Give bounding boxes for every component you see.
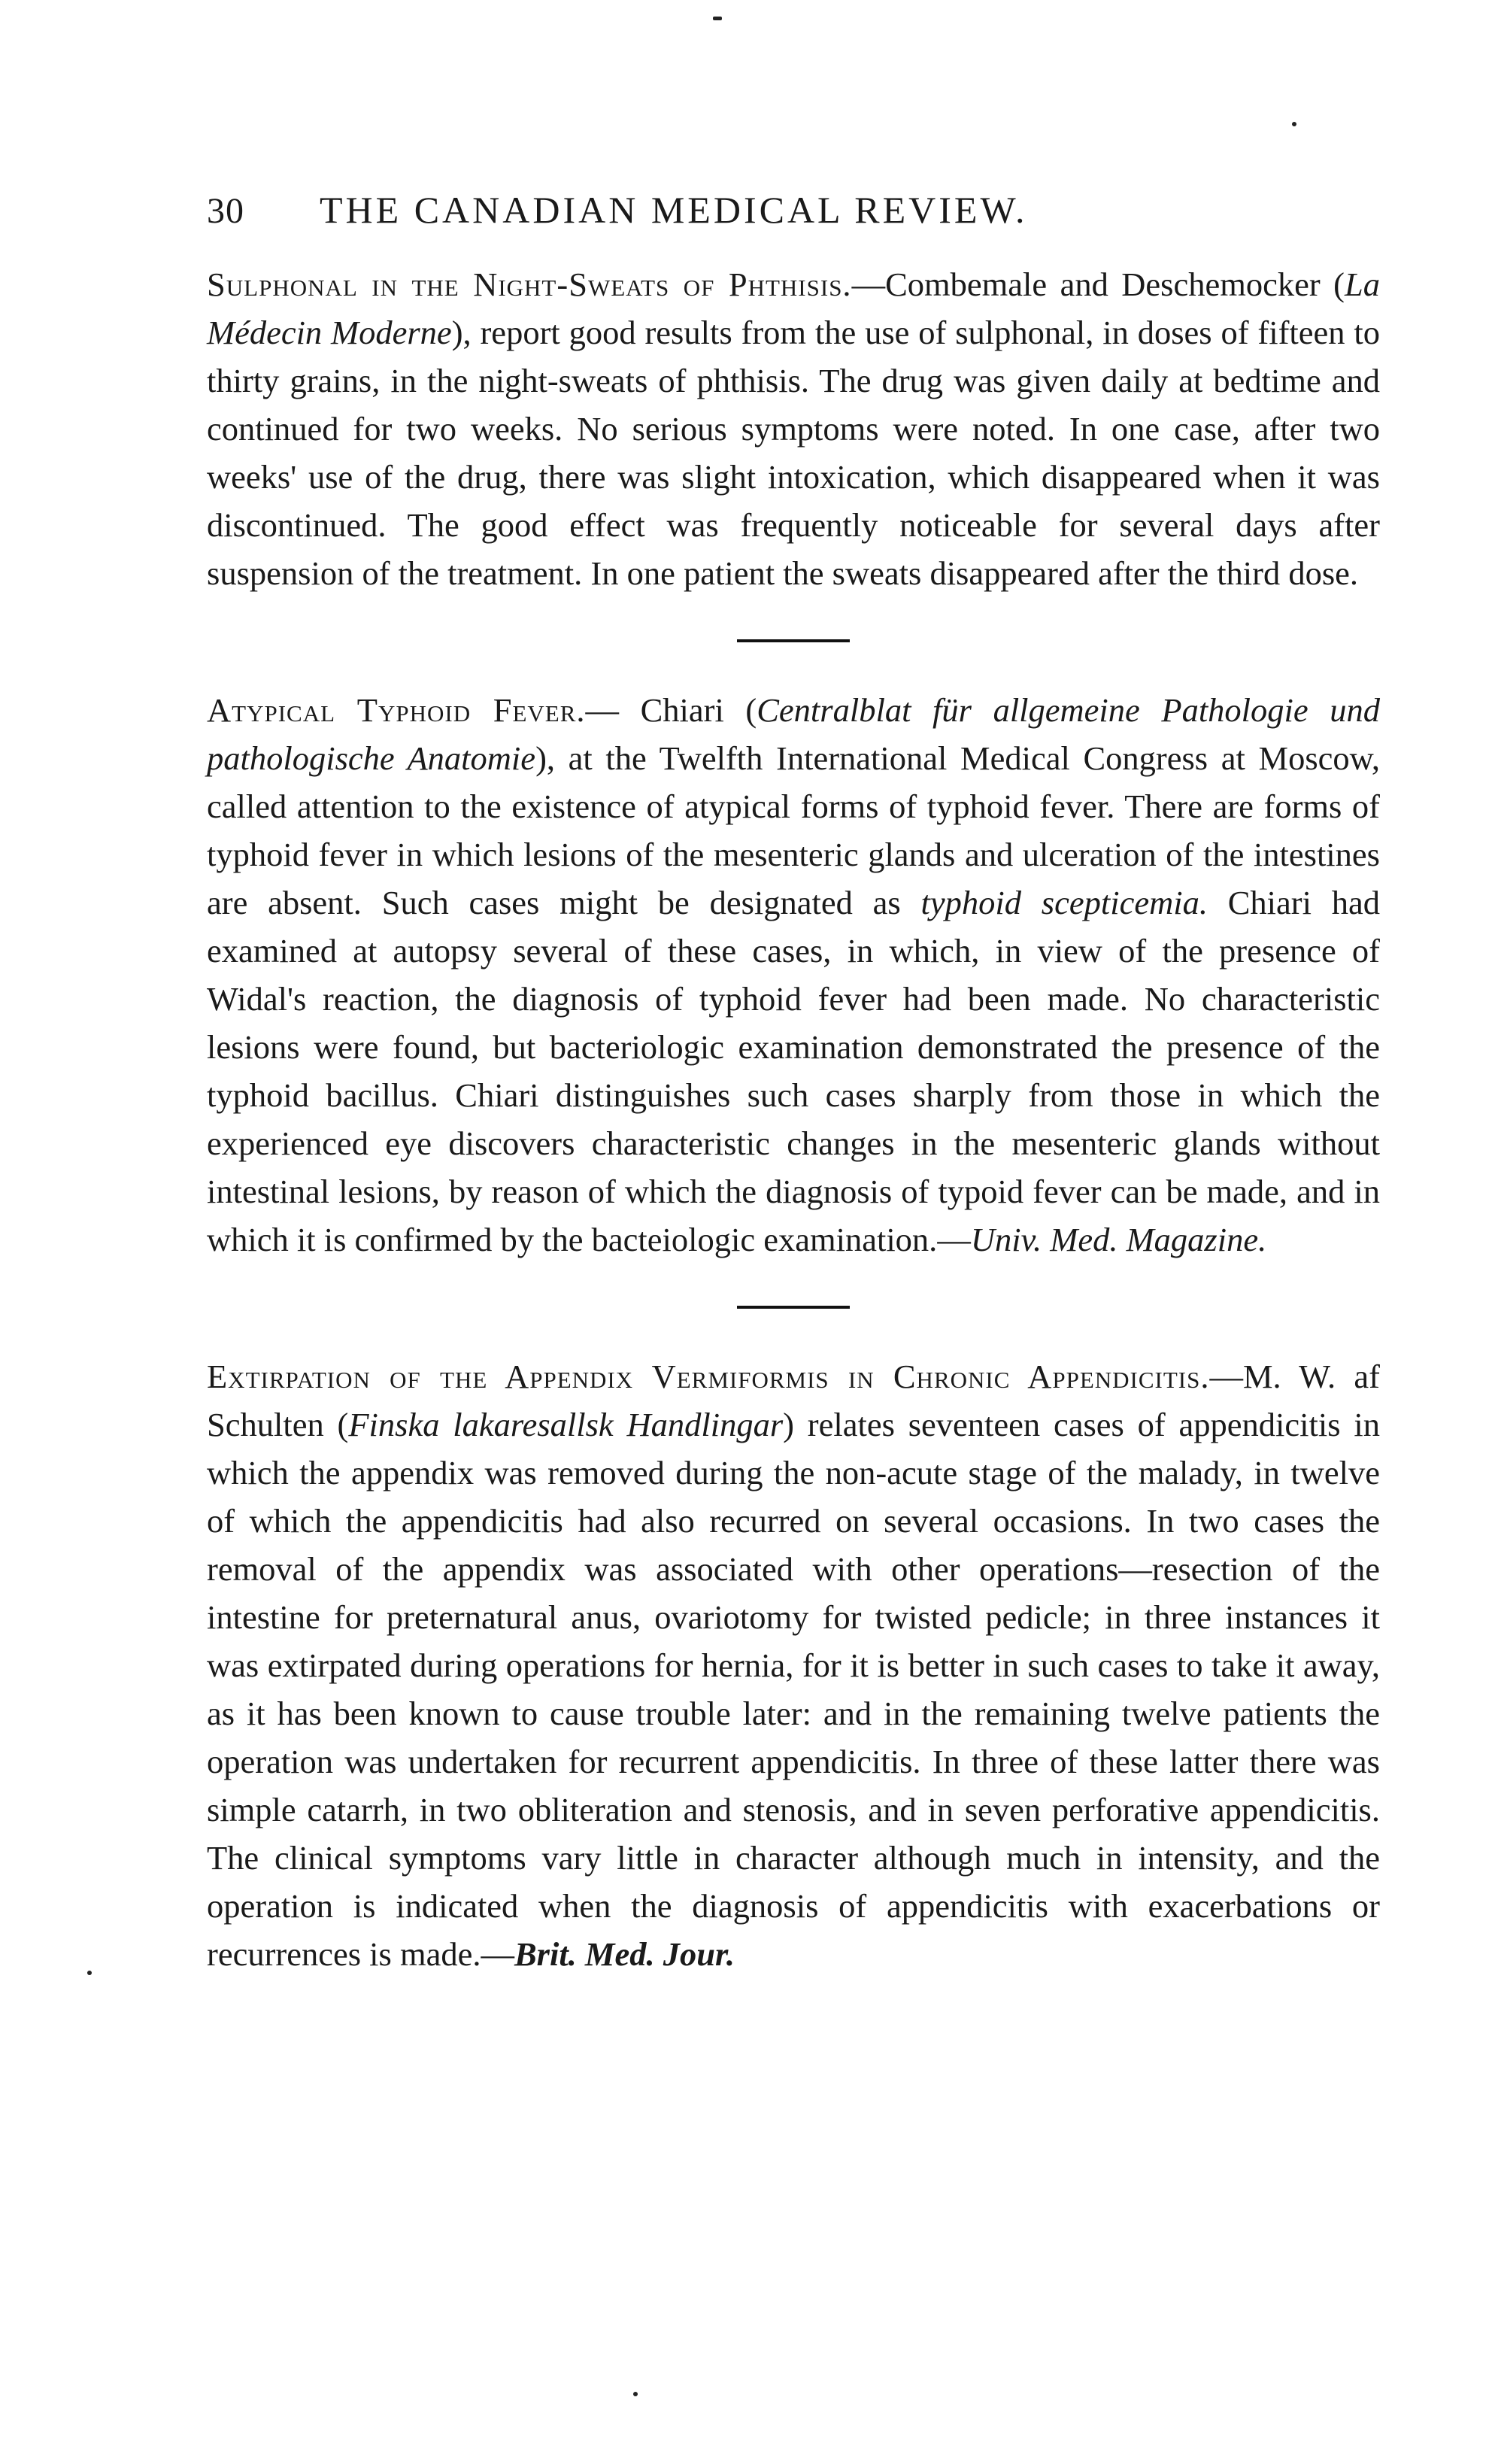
article-text: ), at the Twelfth International Medical Congress at Moscow, called attention to the existence of atypical forms of typhoid fever. There are forms of typhoid fever in which lesions of the mesenteric glands and ulceration of the intestines are absent. Such cases might be designated as [207, 739, 1381, 921]
journal-title: THE CANADIAN MEDICAL REVIEW. [320, 189, 1028, 231]
article-title: Extirpation of the Appendix Vermiformis in Chronic Appendicitis. [207, 1358, 1210, 1395]
source-attribution: Univ. Med. Magazine. [970, 1221, 1267, 1258]
citation-source: La Médecin Moderne [207, 266, 1380, 351]
source-attribution: Brit. Med. Jour. [514, 1935, 735, 1973]
speck-bottom [633, 2392, 638, 2396]
speck-left [87, 1971, 92, 1975]
speck-right [1292, 122, 1296, 126]
article-text: Chiari ( [640, 691, 757, 729]
article-text: ) relates seventeen cases of appendicitis in which the appendix was removed during the non-acute stage of the malady, in twelve of which the appendicitis had also recurred on several occasions. In two cases the removal of the appendix was associated with other operations—resection of the intestine for preternatural anus, ovariotomy for twisted pedicle; in three instances it was extirpated during operations for hernia, for it is better in such cases to take it away, as it has been known to cause trouble later: and in the remaining twelve patients the operation was undertaken for recurrent appendicitis. In three of these latter there was simple catarrh, in two obliteration and stenosis, and in seven perforative appendicitis. The clinical symptoms vary little in character although much in intensity, and the operation is indicated when the diagnosis of appendicitis with exacerbations or recurrences is made. [207, 1406, 1380, 1973]
article-text: M. W. af Schulten ( [207, 1358, 1380, 1443]
section-divider [737, 639, 850, 642]
article-text: Chiari had examined at autopsy several of these cases, in which, in view of the presence of Widal's reaction, the diagnosis of typhoid fever had been made. No characteristic lesions were found, but bacteriologic examination demonstrated the presence of the typhoid bacillus. Chiari distinguishes such cases sharply from those in which the experienced eye discovers characteristic changes in the mesenteric glands without intestinal lesions, by reason of which the diagnosis of typoid fever can be made, and in which it is confirmed by the bacteiologic examination. [207, 884, 1381, 1258]
speck-top [713, 17, 722, 20]
article-text: Combemale and Deschemocker ( [885, 266, 1345, 303]
running-header [207, 188, 1380, 256]
citation-source: Finska lakaresallsk Handlingar [348, 1406, 784, 1443]
article-title: Sulphonal in the Night-Sweats of Phthisis. [207, 266, 852, 303]
page-number: 30 [207, 191, 244, 231]
emphasized-term: typhoid scepticemia. [920, 884, 1208, 921]
article-appendix: Extirpation of the Appendix Vermiformis in Chronic Appendicitis.—M. W. af Schulten (Finska lakaresallsk Handlingar) relates seventeen cases of appendicitis in which the appendix was removed during the non-acute stage of the malady, in twelve of which the appendicitis had also recurred on several occasions. In two cases the removal of the appendix was associated with other operations—resection of the intestine for preternatural anus, ovariotomy for twisted pedicle; in three instances it was extirpated during operations for hernia, for it is better in such cases to take it away, as it has been known to cause trouble later: and in the remaining twelve patients the operation was undertaken for recurrent appendicitis. In three of these latter there was simple catarrh, in two obliteration and stenosis, and in seven perforative appendicitis. The clinical symptoms vary little in character although much in intensity, and the operation is indicated when the diagnosis of appendicitis with exacerbations or recurrences is made.—Brit. Med. Jour. [207, 1358, 1380, 1973]
citation-source: Centralblat für allgemeine Pathologie und pathologische Anatomie [207, 691, 1380, 777]
section-divider [737, 1306, 850, 1309]
article-title: Atypical Typhoid Fever. [207, 691, 586, 729]
page [207, 188, 1380, 1978]
article-atypical-typhoid: Atypical Typhoid Fever.— Chiari (Centralblat für allgemeine Pathologie und pathologische Anatomie), at the Twelfth International Medical Congress at Moscow, called attention to the existence of atypical forms of typhoid fever. There are forms of typhoid fever in which lesions of the mesenteric glands and ulceration of the intestines are absent. Such cases might be designated as typhoid scepticemia. Chiari had examined at autopsy several of these cases, in which, in view of the presence of Widal's reaction, the diagnosis of typhoid fever had been made. No characteristic lesions were found, but bacteriologic examination demonstrated the presence of the typhoid bacillus. Chiari distinguishes such cases sharply from those in which the experienced eye discovers characteristic changes in the mesenteric glands without intestinal lesions, by reason of which the diagnosis of typoid fever can be made, and in which it is confirmed by the bacteiologic examination.—Univ. Med. Magazine. [207, 691, 1381, 1258]
article-sulphonal: Sulphonal in the Night-Sweats of Phthisis.—Combemale and Deschemocker (La Médecin Moderne), report good results from the use of sulphonal, in doses of fifteen to thirty grains, in the night-sweats of phthisis. The drug was given daily at bedtime and continued for two weeks. No serious symptoms were noted. In one case, after two weeks' use of the drug, there was slight intoxication, which disappeared when it was discontinued. The good effect was frequently noticeable for several days after suspension of the treatment. In one patient the sweats disappeared after the third dose. [207, 266, 1380, 592]
article-text: ), report good results from the use of sulphonal, in doses of fifteen to thirty grains, in the night-sweats of phthisis. The drug was given daily at bedtime and continued for two weeks. No serious symptoms were noted. In one case, after two weeks' use of the drug, there was slight intoxication, which disappeared when it was discontinued. The good effect was frequently noticeable for several days after suspension of the treatment. In one patient the sweats disappeared after the third dose. [207, 314, 1380, 592]
